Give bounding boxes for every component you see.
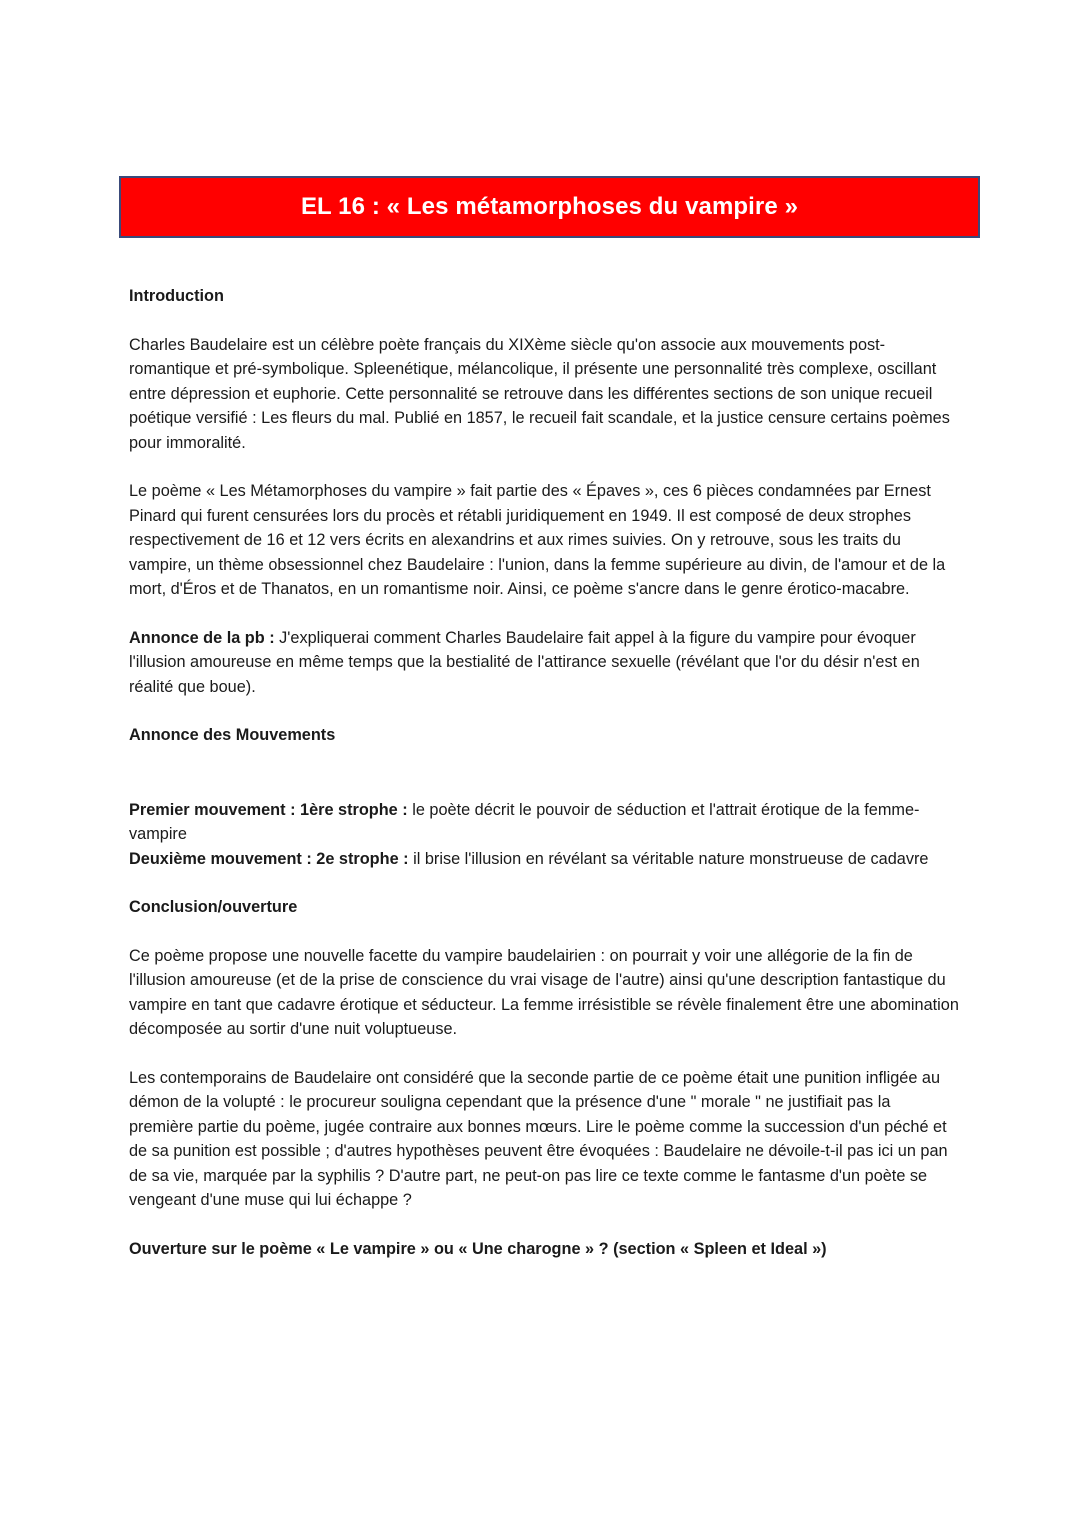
- second-movement-label: Deuxième mouvement : 2e strophe :: [129, 849, 409, 868]
- second-movement-text: il brise l'illusion en révélant sa véritable nature monstrueuse de cadavre: [408, 849, 929, 868]
- introduction-paragraph-1: Charles Baudelaire est un célèbre poète français du XIXème siècle qu'on associe aux mouvements post-romantique et pré-symbolique. Spleenétique, mélancolique, il présente une personnalité très complexe, oscillant entre dépression et euphorie. Cette personnalité se retrouve dans les différentes sections de son unique recueil poétique versifié : Les fleurs du mal. Publié en 1857, le recueil fait scandale, et la justice censure certains poèmes pour immoralité.: [129, 335, 950, 452]
- first-movement-text: le poète décrit le pouvoir de séduction et l'attrait érotique de la femme-vampire: [129, 800, 920, 843]
- title-banner: [119, 176, 980, 238]
- problem-statement: [129, 626, 959, 700]
- introduction-heading: Introduction: [129, 287, 224, 305]
- conclusion-paragraph-2: Les contemporains de Baudelaire ont considéré que la seconde partie de ce poème était une punition infligée au démon de la volupté : le procureur souligna cependant que la présence d'une " morale " ne justifiait pas la première partie du poème, jugée contraire aux bonnes mœurs. Lire le poème comme la succession d'un péché et de sa punition est possible ; d'autres hypothèses peuvent être évoquées : Baudelaire ne dévoile-t-il pas ici un pan de sa vie, marquée par la syphilis ? D'autre part, ne peut-on pas lire ce texte comme le fantasme d'un poète se vengeant d'une muse qui lui échappe ?: [129, 1068, 948, 1209]
- problem-text: J'expliquerai comment Charles Baudelaire fait appel à la figure du vampire pour évoquer l'illusion amoureuse en même temps que la bestialité de l'attirance sexuelle (révélant que l'or du désir n'est en réalité que boue).: [129, 628, 920, 696]
- opening-line: Ouverture sur le poème « Le vampire » ou « Une charogne » ? (section « Spleen et Ideal »): [129, 1239, 827, 1258]
- movements-heading: Annonce des Mouvements: [129, 726, 336, 744]
- introduction-paragraph-2: Le poème « Les Métamorphoses du vampire » fait partie des « Épaves », ces 6 pièces condamnées par Ernest Pinard qui furent censurées lors du procès et rétabli juridiquement en 1949. Il est composé de deux strophes respectivement de 16 et 12 vers écrits en alexandrins et aux rimes suivies. On y retrouve, sous les traits du vampire, un thème obsessionnel chez Baudelaire : l'union, dans la femme supérieure au divin, de l'amour et de la mort, d'Éros et de Thanatos, en un romantisme noir. Ainsi, ce poème s'ancre dans le genre érotico-macabre.: [129, 482, 946, 598]
- document-title: EL 16 : « Les métamorphoses du vampire »: [300, 193, 799, 220]
- second-movement: [129, 847, 959, 872]
- document-body: [129, 284, 959, 1261]
- first-movement-label: Premier mouvement : 1ère strophe :: [129, 800, 408, 819]
- problem-label: Annonce de la pb :: [129, 628, 275, 647]
- conclusion-heading: Conclusion/ouverture: [129, 898, 298, 916]
- conclusion-paragraph-1: Ce poème propose une nouvelle facette du vampire baudelairien : on pourrait y voir une allégorie de la fin de l'illusion amoureuse (et de la prise de conscience du vrai visage de l'autre) ainsi qu'une description fantastique du vampire en tant que cadavre érotique et séducteur. La femme irrésistible se révèle finalement être une abomination décomposée au sortir d'une nuit voluptueuse.: [129, 946, 959, 1038]
- first-movement: [129, 798, 959, 847]
